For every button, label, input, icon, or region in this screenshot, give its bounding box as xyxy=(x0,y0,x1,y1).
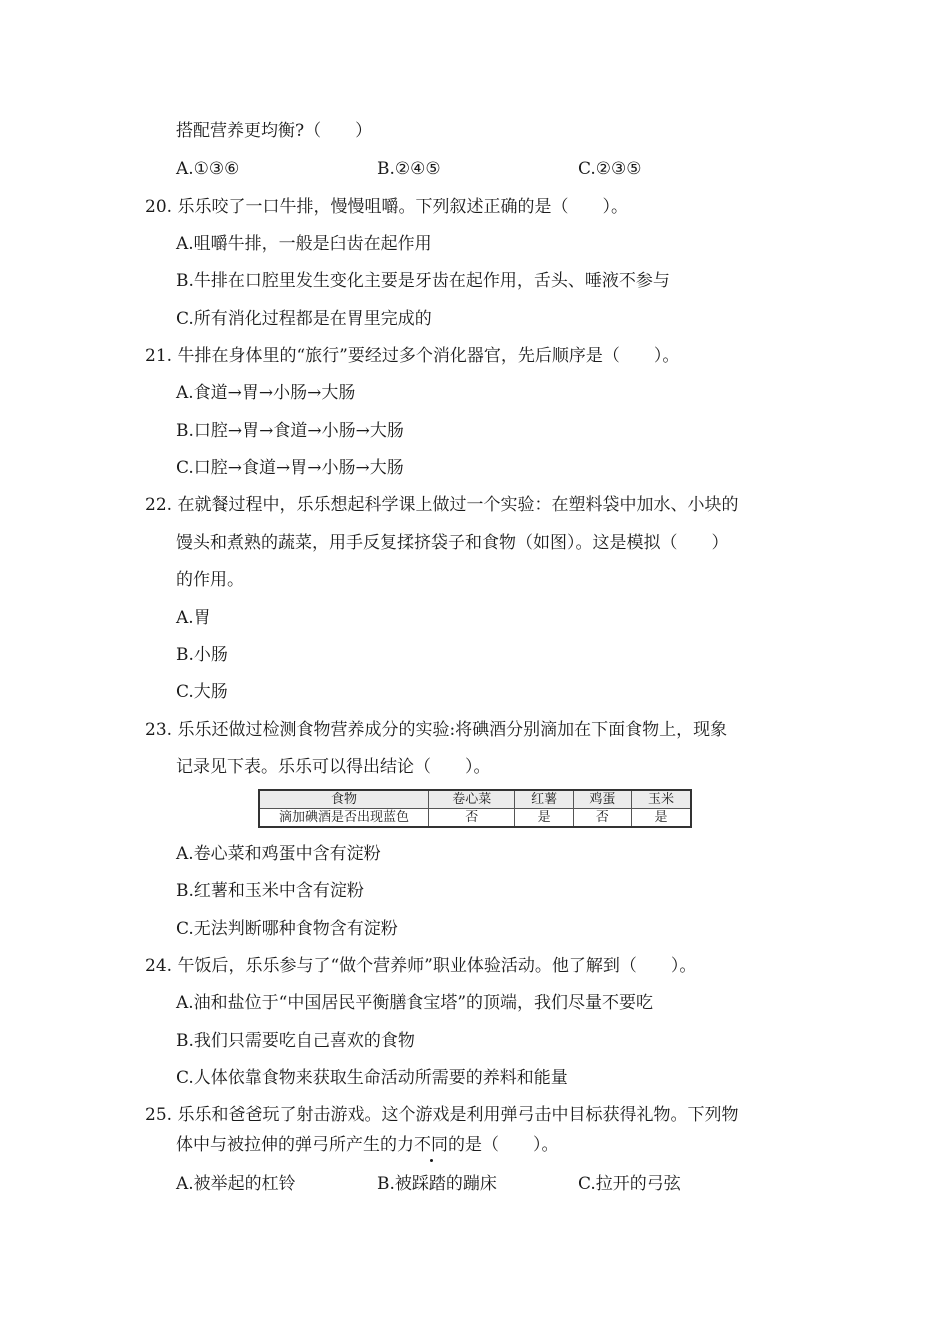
option-b: B.被踩踏的蹦床 xyxy=(377,1174,497,1194)
table-row xyxy=(259,809,691,828)
option-a: A.被举起的杠铃 xyxy=(176,1174,296,1194)
table-header-cell: 红薯 xyxy=(515,790,573,809)
option-b: B.我们只需要吃自己喜欢的食物 xyxy=(176,1031,415,1051)
option-a: A.油和盐位于“中国居民平衡膳食宝塔”的顶端，我们尽量不要吃 xyxy=(176,993,654,1013)
option-b: B.②④⑤ xyxy=(377,159,441,179)
question-25-options xyxy=(176,1173,816,1195)
option-b: B.牛排在口腔里发生变化主要是牙齿在起作用，舌头、唾液不参与 xyxy=(176,271,670,291)
option-b: B.红薯和玉米中含有淀粉 xyxy=(176,881,364,901)
table-cell: 否 xyxy=(429,809,515,828)
stem-text: 体中与被拉伸的弹弓所产生的力 xyxy=(176,1135,414,1155)
table-header-cell: 玉米 xyxy=(632,790,691,809)
emphasis-text xyxy=(414,1135,448,1155)
question-stem-line-1: 22. 在就餐过程中，乐乐想起科学课上做过一个实验：在塑料袋中加水、小块的 xyxy=(145,495,739,515)
table-header-cell: 卷心菜 xyxy=(429,790,515,809)
option-a: A.①③⑥ xyxy=(176,159,240,179)
table-cell: 滴加碘酒是否出现蓝色 xyxy=(259,809,429,828)
option-c: C.大肠 xyxy=(176,682,228,702)
question-stem-line-2 xyxy=(176,1134,559,1156)
question-stem-line-2: 馒头和煮熟的蔬菜，用手反复揉挤袋子和食物（如图）。这是模拟（ ） xyxy=(176,533,729,553)
question-19-options xyxy=(176,158,816,180)
table-header-cell: 鸡蛋 xyxy=(573,790,631,809)
question-stem: 20. 乐乐咬了一口牛排，慢慢咀嚼。下列叙述正确的是（ ）。 xyxy=(145,197,628,217)
option-c: C.②③⑤ xyxy=(578,159,642,179)
iodine-test-table xyxy=(258,789,692,828)
option-c: C.口腔→食道→胃→小肠→大肠 xyxy=(176,458,404,478)
option-c: C.无法判断哪种食物含有淀粉 xyxy=(176,919,398,939)
option-a: A.咀嚼牛排，一般是臼齿在起作用 xyxy=(176,234,432,254)
emphasis-word: 不同 xyxy=(414,1135,448,1155)
table-header-row xyxy=(259,790,691,809)
option-c: C.所有消化过程都是在胃里完成的 xyxy=(176,309,432,329)
option-b: B.小肠 xyxy=(176,645,228,665)
stem-text: 的是（ ）。 xyxy=(448,1135,559,1155)
table-cell: 是 xyxy=(515,809,573,828)
question-stem-line-1: 23. 乐乐还做过检测食物营养成分的实验:将碘酒分别滴加在下面食物上，现象 xyxy=(145,720,728,740)
table-header-cell: 食物 xyxy=(259,790,429,809)
question-stem-line-1: 25. 乐乐和爸爸玩了射击游戏。这个游戏是利用弹弓击中目标获得礼物。下列物 xyxy=(145,1105,739,1125)
table-cell: 否 xyxy=(573,809,631,828)
question-stem-line-2: 记录见下表。乐乐可以得出结论（ ）。 xyxy=(176,757,491,777)
option-a: A.食道→胃→小肠→大肠 xyxy=(176,383,356,403)
question-stem: 21. 牛排在身体里的“旅行”要经过多个消化器官，先后顺序是（ ）。 xyxy=(145,346,680,366)
option-b: B.口腔→胃→食道→小肠→大肠 xyxy=(176,421,404,441)
option-c: C.拉开的弓弦 xyxy=(578,1174,681,1194)
option-a: A.卷心菜和鸡蛋中含有淀粉 xyxy=(176,844,381,864)
question-stem-line-3: 的作用。 xyxy=(176,570,244,590)
option-c: C.人体依靠食物来获取生命活动所需要的养料和能量 xyxy=(176,1068,568,1088)
option-a: A.胃 xyxy=(176,608,211,628)
question-19-stem-tail: 搭配营养更均衡?（ ） xyxy=(176,121,373,141)
question-stem: 24. 午饭后，乐乐参与了“做个营养师”职业体验活动。他了解到（ ）。 xyxy=(145,956,697,976)
table-cell: 是 xyxy=(632,809,691,828)
